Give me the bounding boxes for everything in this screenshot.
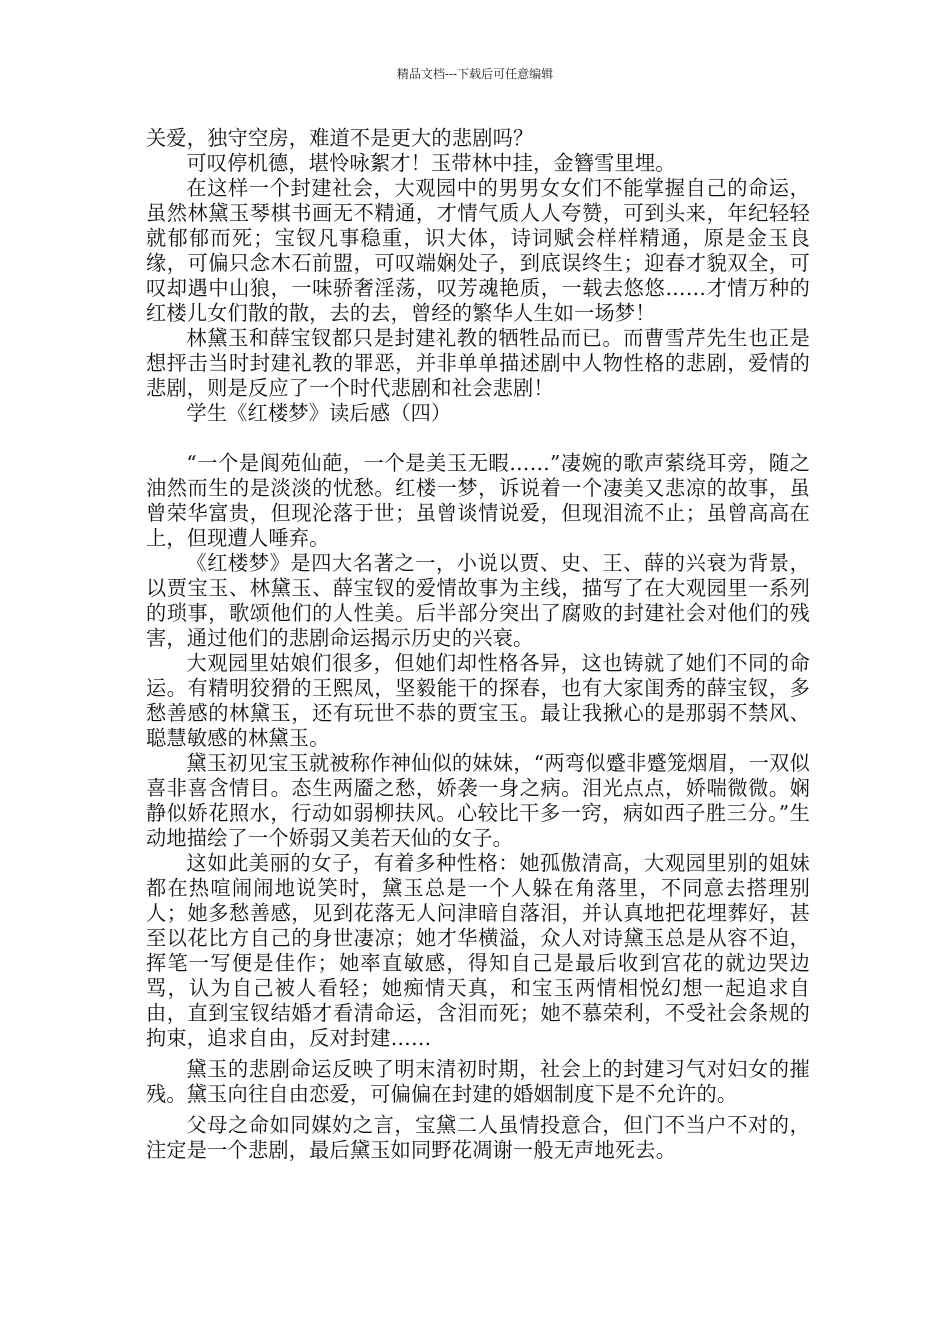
paragraph-feudal-society: 在这样一个封建社会，大观园中的男男女女们不能掌握自己的命运，虽然林黛玉琴棋书画无不精通，才情气质人人夸赞，可到头来，年纪轻轻就郁郁而死；宝钗凡事稳重，识大体，诗词赋会样样精通，原是金玉良缘，可偏只念木石前盟，可叹端娴处子，到底误终生；迎春才貌双全，可叹却遇中山狼，一味骄奢淫荡，叹芳魂艳质，一载去悠悠……才情万种的红楼儿女们散的散，去的去，曾经的繁华人生如一场梦！ — [146, 176, 810, 325]
paragraph-continuation: 关爱，独守空房，难道不是更大的悲剧吗？ — [146, 126, 534, 150]
paragraph-sacrifice: 林黛玉和薛宝钗都只是封建礼教的牺牲品而已。而曹雪芹先生也正是想抨击当时封建礼教的罪恶，并非单单描述剧中人物性格的悲剧，爱情的悲剧，则是反应了一个时代悲剧和社会悲剧！ — [146, 326, 810, 400]
paragraph-novel-intro: 《红楼梦》是四大名著之一，小说以贾、史、王、薛的兴衰为背景，以贾宝玉、林黛玉、薛宝钗的爱情故事为主线，描写了在大观园里一系列的琐事，歌颂他们的人性美。后半部分突出了腐败的封建社会对他们的残害，通过他们的悲剧命运揭示历史的兴衰。 — [146, 551, 810, 650]
page-header: 精品文档---下载后可任意编辑 — [396, 67, 554, 81]
paragraph-song: “一个是阆苑仙葩，一个是美玉无暇……”凄婉的歌声萦绕耳旁，随之油然而生的是淡淡的忧愁。红楼一梦，诉说着一个凄美又悲凉的故事，虽曾荣华富贵，但现沦落于世；虽曾谈情说爱，但现泪流不止；虽曾高高在上，但现遭人唾弃。 — [146, 451, 810, 550]
document-body — [146, 126, 810, 1163]
paragraph-grand-view-garden: 大观园里姑娘们很多，但她们却性格各异，这也铸就了她们不同的命运。有精明狡猾的王熙凤，坚毅能干的探春，也有大家闺秀的薛宝钗，多愁善感的林黛玉，还有玩世不恭的贾宝玉。最让我揪心的是那弱不禁风、聪慧敏感的林黛玉。 — [146, 651, 810, 750]
section-heading: 学生《红楼梦》读后感（四） — [186, 401, 452, 425]
paragraph-parents-command: 父母之命如同媒妁之言，宝黛二人虽情投意合，但门不当户不对的，注定是一个悲剧，最后黛玉如同野花凋谢一般无声地死去。 — [146, 1113, 810, 1162]
blank-line — [146, 426, 810, 451]
paragraph-poem-line: 可叹停机德，堪怜咏絮才！玉带林中挂，金簪雪里埋。 — [186, 151, 676, 175]
paragraph-tragic-fate: 黛玉的悲剧命运反映了明末清初时期，社会上的封建习气对妇女的摧残。黛玉向往自由恋爱，可偏偏在封建的婚姻制度下是不允许的。 — [146, 1057, 810, 1106]
paragraph-first-meeting: 黛玉初见宝玉就被称作神仙似的妹妹，“两弯似蹙非蹙笼烟眉，一双似喜非喜含情目。态生两靥之愁，娇袭一身之病。泪光点点，娇喘微微。娴静似娇花照水，行动如弱柳扶风。心较比干多一窍，病如西子胜三分。”生动地描绘了一个娇弱又美若天仙的女子。 — [146, 751, 810, 850]
paragraph-personality: 这如此美丽的女子，有着多种性格：她孤傲清高，大观园里别的姐妹都在热喧闹闹地说笑时，黛玉总是一个人躲在角落里，不同意去搭理别人；她多愁善感，见到花落无人问津暗自落泪，并认真地把花埋葬好，甚至以花比方自己的身世凄凉；她才华横溢，众人对诗黛玉总是从容不迫，挥笔一写便是佳作；她率直敏感，得知自己是最后收到宫花的就边哭边骂，认为自己被人看轻；她痴情天真，和宝玉两情相悦幻想一起追求自由，直到宝钗结婚才看清命运，含泪而死；她不慕荣利，不受社会条规的拘束，追求自由，反对封建…… — [146, 851, 810, 1050]
